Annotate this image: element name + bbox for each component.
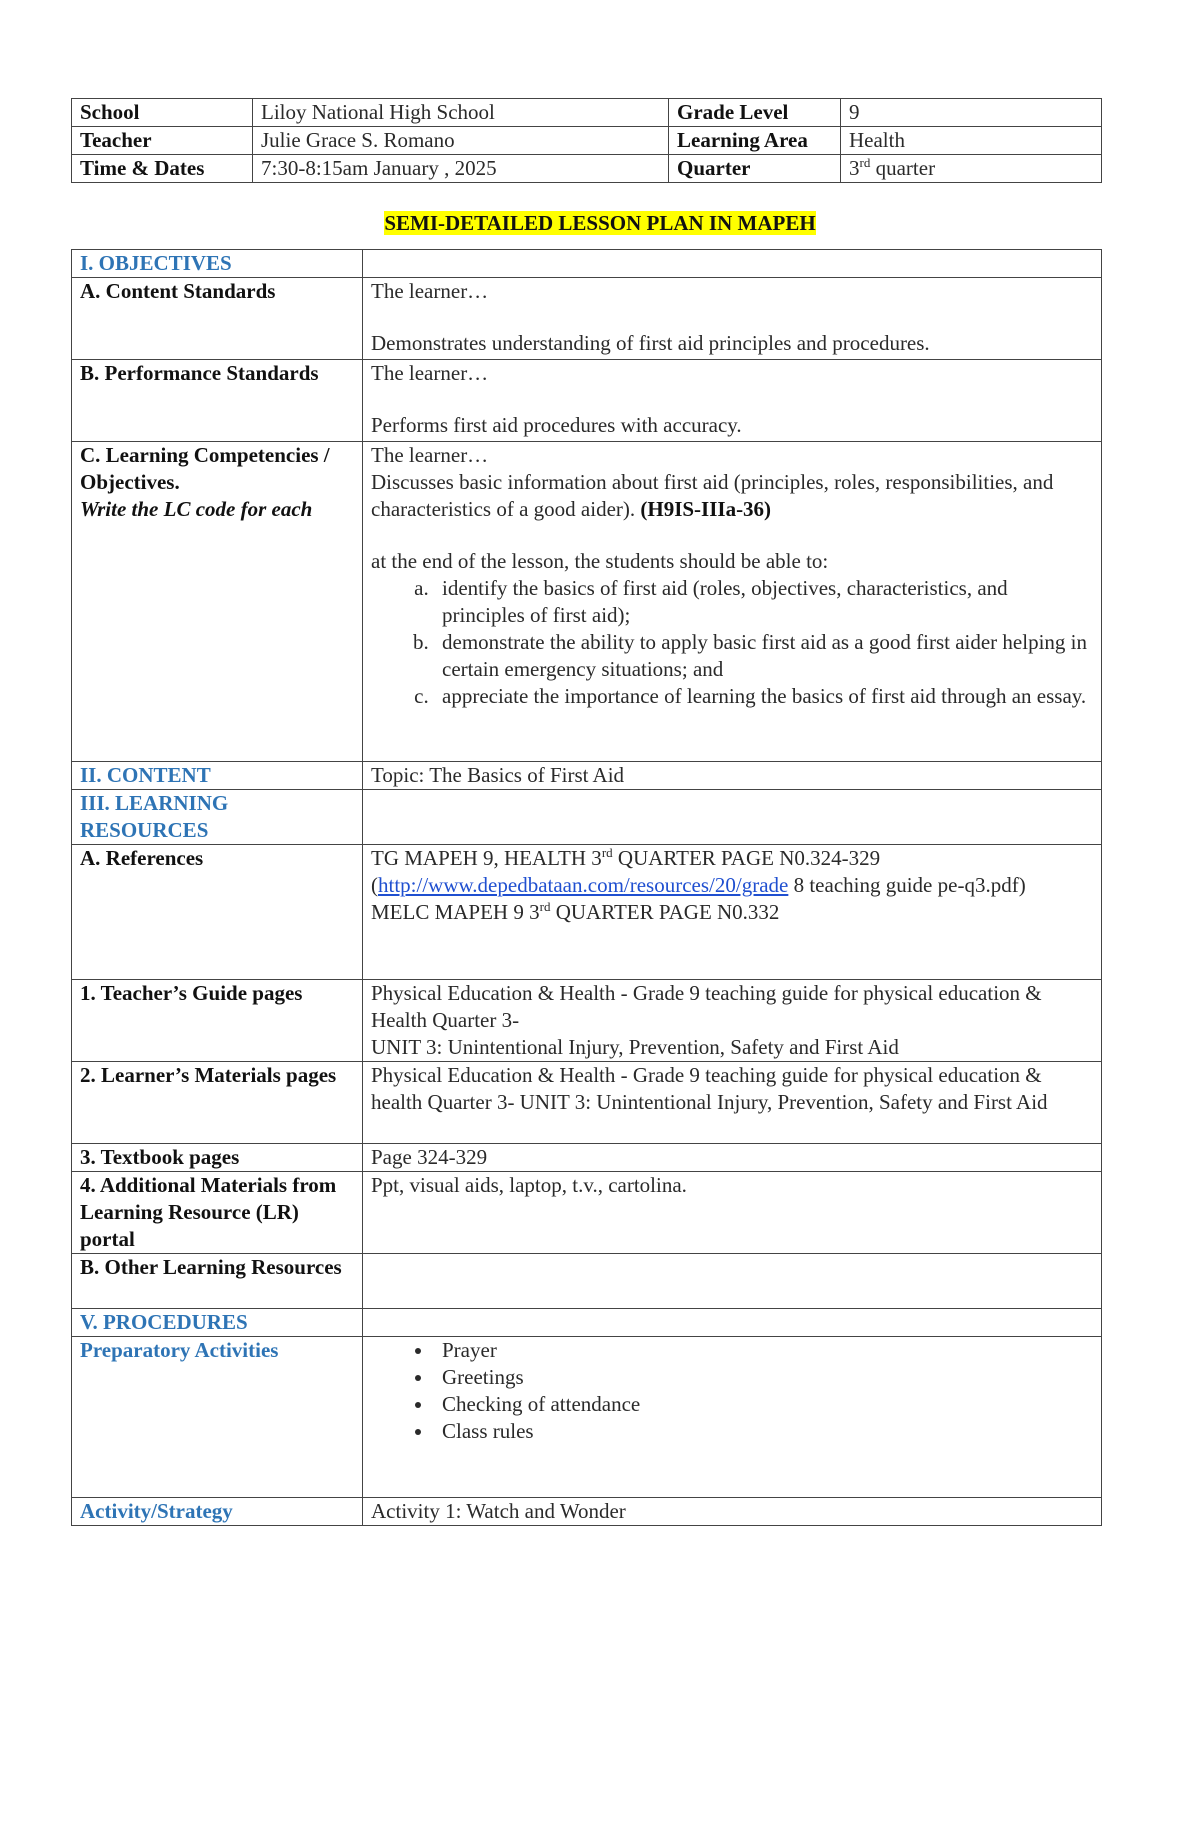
teacher-value: Julie Grace S. Romano	[253, 127, 669, 155]
learning-competencies-row	[72, 442, 1102, 762]
objectives-row	[72, 250, 1102, 278]
teachers-guide-text: Physical Education & Health - Grade 9 teaching guide for physical education & Health Quarter 3-	[371, 981, 1042, 1032]
learners-materials-label: 2. Learner’s Materials pages	[72, 1062, 363, 1144]
content-standards-text: Demonstrates understanding of first aid principles and procedures.	[371, 331, 930, 355]
header-row-time	[72, 155, 1102, 183]
reference-tg-text: TG MAPEH 9, HEALTH 3	[371, 846, 602, 870]
quarter-number: 3	[849, 156, 860, 180]
content-standards-label: A. Content Standards	[72, 278, 363, 360]
performance-standards-cell	[363, 360, 1102, 442]
content-standards-cell	[363, 278, 1102, 360]
teachers-guide-unit: UNIT 3: Unintentional Injury, Prevention, Safety and First Aid	[371, 1035, 899, 1059]
reference-melc-suffix: rd	[539, 899, 551, 914]
additional-materials-text: Ppt, visual aids, laptop, t.v., cartolina.	[363, 1172, 1102, 1254]
lc-objective-item: b. demonstrate the ability to apply basic first aid as a good first aider helping in certain emergency situations; and	[434, 629, 1093, 683]
reference-melc	[371, 899, 1093, 926]
header-info-table	[71, 98, 1102, 183]
lc-code: (H9IS-IIIa-36)	[640, 497, 772, 521]
performance-standards-text: Performs first aid procedures with accuracy.	[371, 413, 742, 437]
learning-area-label: Learning Area	[669, 127, 841, 155]
additional-materials-row	[72, 1172, 1102, 1254]
activity-strategy-row	[72, 1498, 1102, 1526]
preparatory-activities-row	[72, 1337, 1102, 1498]
reference-melc-text: MELC MAPEH 9 3	[371, 900, 540, 924]
references-cell	[363, 845, 1102, 980]
reference-link[interactable]: http://www.depedbataan.com/resources/20/grade	[378, 873, 789, 897]
learning-resources-row	[72, 790, 1102, 845]
reference-link-rest: 8 teaching guide pe-q3.pdf)	[788, 873, 1026, 897]
grade-level-value: 9	[841, 99, 1102, 127]
lc-objectives-list	[371, 575, 1093, 710]
preparatory-activities-cell	[363, 1337, 1102, 1498]
quarter-label: Quarter	[669, 155, 841, 183]
content-heading: II. CONTENT	[72, 762, 363, 790]
performance-standards-intro: The learner…	[371, 361, 489, 385]
learners-materials-row	[72, 1062, 1102, 1144]
preparatory-item: • Prayer	[434, 1337, 1093, 1364]
references-row	[72, 845, 1102, 980]
quarter-suffix: rd	[859, 155, 871, 170]
teachers-guide-label: 1. Teacher’s Guide pages	[72, 980, 363, 1062]
textbook-label: 3. Textbook pages	[72, 1144, 363, 1172]
preparatory-item: • Class rules	[434, 1418, 1093, 1445]
learning-competencies-cell	[363, 442, 1102, 762]
references-label: A. References	[72, 845, 363, 980]
content-standards-row	[72, 278, 1102, 360]
lc-text: Discusses basic information about first aid (principles, roles, responsibilities, and characteristics of a good aider).	[371, 470, 1054, 521]
document-title-wrap	[0, 210, 1200, 237]
activity-strategy-text: Activity 1: Watch and Wonder	[363, 1498, 1102, 1526]
lc-intro: The learner…	[371, 443, 489, 467]
lc-objective-item: c. appreciate the importance of learning the basics of first aid through an essay.	[434, 683, 1093, 710]
textbook-text: Page 324-329	[363, 1144, 1102, 1172]
header-row-school	[72, 99, 1102, 127]
learning-area-value: Health	[841, 127, 1102, 155]
teacher-label: Teacher	[72, 127, 253, 155]
learning-resources-heading: III. LEARNING RESOURCES	[72, 790, 363, 845]
grade-level-label: Grade Level	[669, 99, 841, 127]
school-label: School	[72, 99, 253, 127]
lc-objective-item: a. identify the basics of first aid (roles, objectives, characteristics, and principles of first aid);	[434, 575, 1093, 629]
other-resources-label: B. Other Learning Resources	[72, 1254, 363, 1309]
reference-tg	[371, 845, 1093, 872]
header-row-teacher	[72, 127, 1102, 155]
procedures-heading: V. PROCEDURES	[72, 1309, 363, 1337]
learning-competencies-label: C. Learning Competencies / Objectives.	[80, 443, 330, 494]
other-resources-row	[72, 1254, 1102, 1309]
reference-paren: (	[371, 873, 378, 897]
teachers-guide-cell	[363, 980, 1102, 1062]
preparatory-activities-list	[371, 1337, 1093, 1445]
reference-tg-suffix: rd	[601, 845, 613, 860]
performance-standards-row	[72, 360, 1102, 442]
content-standards-intro: The learner…	[371, 279, 489, 303]
learning-competencies-label-cell	[72, 442, 363, 762]
objectives-heading: I. OBJECTIVES	[72, 250, 363, 278]
lesson-plan-table	[71, 249, 1102, 1526]
quarter-value	[841, 155, 1102, 183]
content-topic: Topic: The Basics of First Aid	[363, 762, 1102, 790]
performance-standards-label: B. Performance Standards	[72, 360, 363, 442]
procedures-row	[72, 1309, 1102, 1337]
learning-resources-empty-cell	[363, 790, 1102, 845]
textbook-row	[72, 1144, 1102, 1172]
learners-materials-text: Physical Education & Health - Grade 9 teaching guide for physical education & health Quarter 3- UNIT 3: Unintentional Injury, Prevention, Safety and First Aid	[363, 1062, 1102, 1144]
procedures-empty-cell	[363, 1309, 1102, 1337]
preparatory-item: • Checking of attendance	[434, 1391, 1093, 1418]
school-value: Liloy National High School	[253, 99, 669, 127]
time-dates-value: 7:30-8:15am January , 2025	[253, 155, 669, 183]
reference-tg-page: QUARTER PAGE N0.324-329	[612, 846, 881, 870]
teachers-guide-row	[72, 980, 1102, 1062]
reference-link-line	[371, 872, 1093, 899]
preparatory-item: • Greetings	[434, 1364, 1093, 1391]
lc-code-instruction: Write the LC code for each	[80, 497, 313, 521]
activity-strategy-label: Activity/Strategy	[72, 1498, 363, 1526]
lc-description	[371, 469, 1093, 523]
reference-melc-page: QUARTER PAGE N0.332	[550, 900, 780, 924]
lc-end-intro: at the end of the lesson, the students should be able to:	[371, 549, 829, 573]
preparatory-activities-label: Preparatory Activities	[72, 1337, 363, 1498]
document-title: SEMI-DETAILED LESSON PLAN IN MAPEH	[384, 211, 816, 235]
time-dates-label: Time & Dates	[72, 155, 253, 183]
other-resources-empty-cell	[363, 1254, 1102, 1309]
additional-materials-label: 4. Additional Materials from Learning Resource (LR) portal	[72, 1172, 363, 1254]
quarter-word: quarter	[870, 156, 936, 180]
objectives-empty-cell	[363, 250, 1102, 278]
content-row	[72, 762, 1102, 790]
